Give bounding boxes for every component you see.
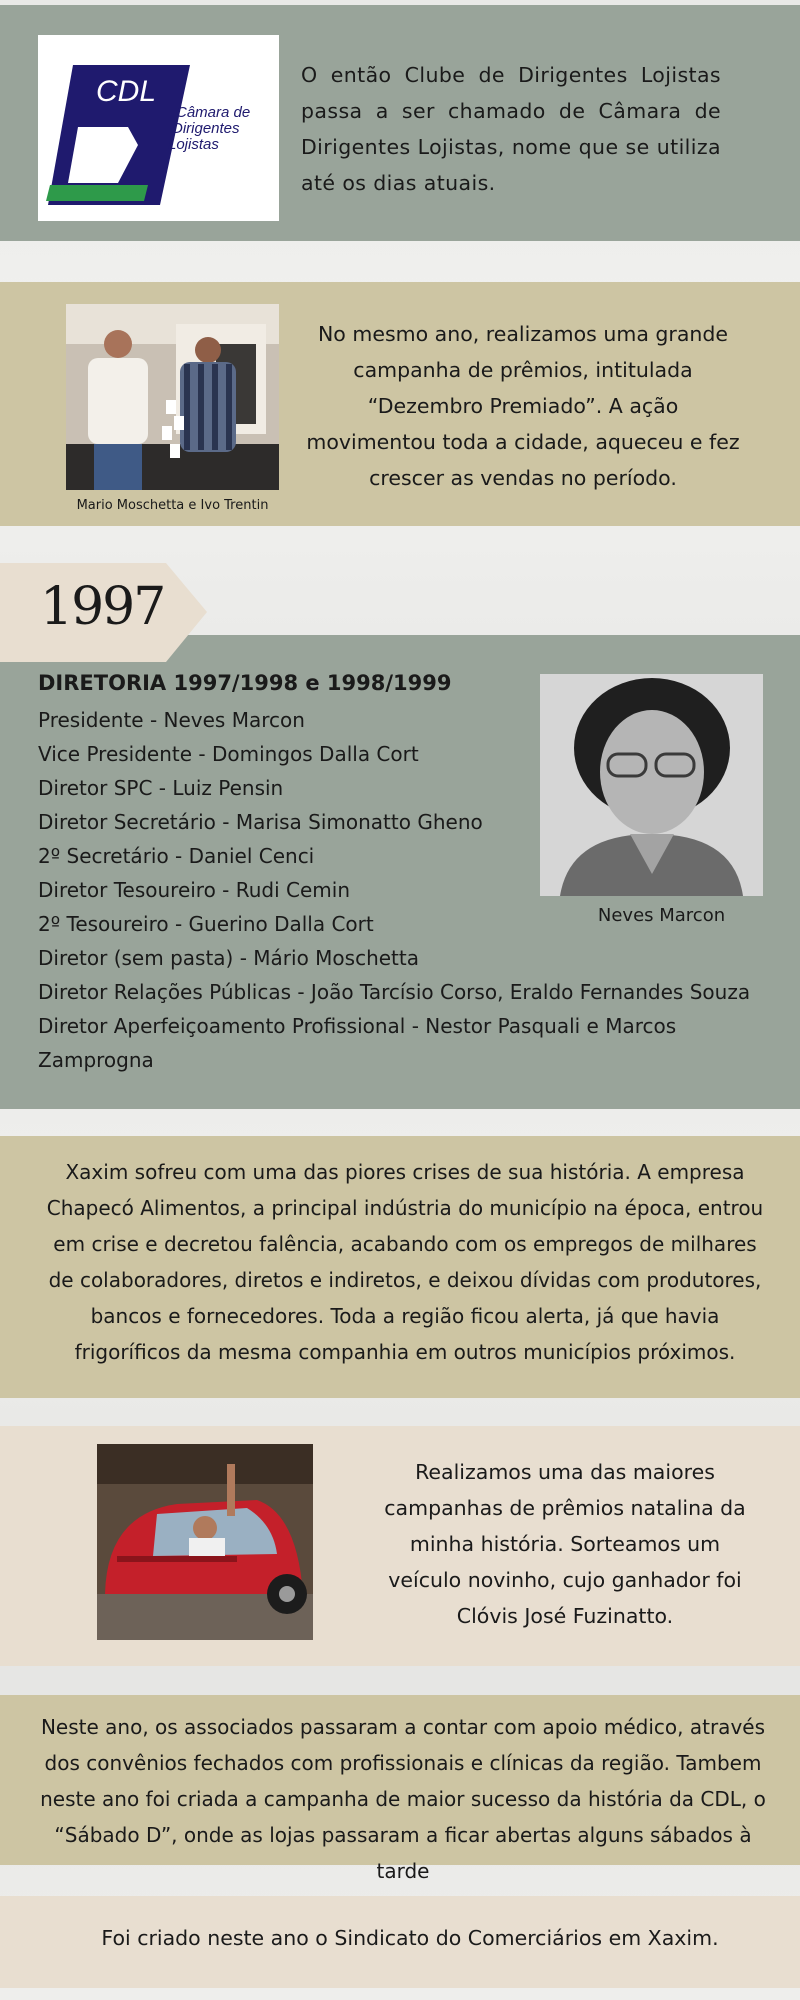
neves-marcon-portrait (540, 674, 763, 896)
board-member: Vice Presidente - Domingos Dalla Cort (38, 742, 419, 766)
dezembro-premiado-section (0, 282, 800, 526)
car-raffle-section (0, 1426, 800, 1666)
chapeco-crisis-text: Xaxim sofreu com uma das piores crises de sua história. A empresa Chapecó Alimentos, a principal indústria do município na época, entrou em crise e decretou falência, acabando com os empregos de milhares de colaboradores, diretos e indiretos, e deixou dívidas com produtores, bancos e fornecedores. Toda a região ficou alerta, já que havia frigoríficos da mesma companhia em outros municípios próximos. (46, 1160, 764, 1364)
photo-caption: Mario Moschetta e Ivo Trentin (76, 498, 269, 513)
logo-acronym: CDL (95, 75, 157, 108)
union-section (0, 1896, 800, 1988)
board-member: Diretor Aperfeiçoamento Profissional - Nestor Pasquali e Marcos Zamprogna (38, 1014, 677, 1072)
board-member: Diretor Relações Públicas - João Tarcísio Corso, Eraldo Fernandes Souza (38, 980, 751, 1004)
dezembro-premiado-text: No mesmo ano, realizamos uma grande campanha de prêmios, intitulada “Dezembro Premiado”. A ação movimentou toda a cidade, aqueceu e fez crescer as vendas no período. (306, 322, 740, 490)
car-winner-photo (97, 1444, 313, 1640)
medical-support-text: Neste ano, os associados passaram a contar com apoio médico, através dos convênios fechados com profissionais e clínicas da região. Tambem neste ano foi criada a campanha de maior sucesso da história da CDL, o “Sábado D”, onde as lojas passaram a ficar abertas alguns sábados à tarde (40, 1715, 766, 1883)
board-member: Presidente - Neves Marcon (38, 708, 305, 732)
logo-line-3: Lojistas (168, 136, 219, 153)
logo-line-1: Câmara de (176, 104, 251, 121)
portrait-caption: Neves Marcon (597, 905, 726, 926)
year-tag (0, 563, 207, 662)
board-member: Diretor Tesoureiro - Rudi Cemin (38, 878, 351, 902)
cdl-logo (38, 35, 279, 221)
moschetta-trentin-photo (66, 304, 279, 490)
name-change-text: O então Clube de Dirigentes Lojistas passa a ser chamado de Câmara de Dirigentes Lojistas, nome que se utiliza até os dias atuais. (301, 63, 721, 195)
board-title: DIRETORIA 1997/1998 e 1998/1999 (38, 671, 452, 695)
car-raffle-text: Realizamos uma das maiores campanhas de prêmios natalina da minha história. Sorteamos um veículo novinho, cujo ganhador foi Clóvis José Fuzinatto. (384, 1460, 746, 1628)
board-1997-section (0, 635, 800, 1109)
year-label: 1997 (40, 577, 165, 637)
board-member: 2º Secretário - Daniel Cenci (38, 844, 315, 868)
board-member: Diretor (sem pasta) - Mário Moschetta (38, 946, 419, 970)
board-member: Diretor Secretário - Marisa Simonatto Gheno (38, 810, 483, 834)
union-text: Foi criado neste ano o Sindicato do Comerciários em Xaxim. (101, 1926, 719, 1950)
chapeco-crisis-section (0, 1136, 800, 1398)
logo-line-2: Dirigentes (172, 120, 240, 137)
board-member: 2º Tesoureiro - Guerino Dalla Cort (38, 912, 374, 936)
cdl-name-change-section (0, 5, 800, 241)
board-member: Diretor SPC - Luiz Pensin (38, 776, 284, 800)
medical-support-section (0, 1695, 800, 1883)
cdl-logo-graphic (38, 35, 279, 221)
